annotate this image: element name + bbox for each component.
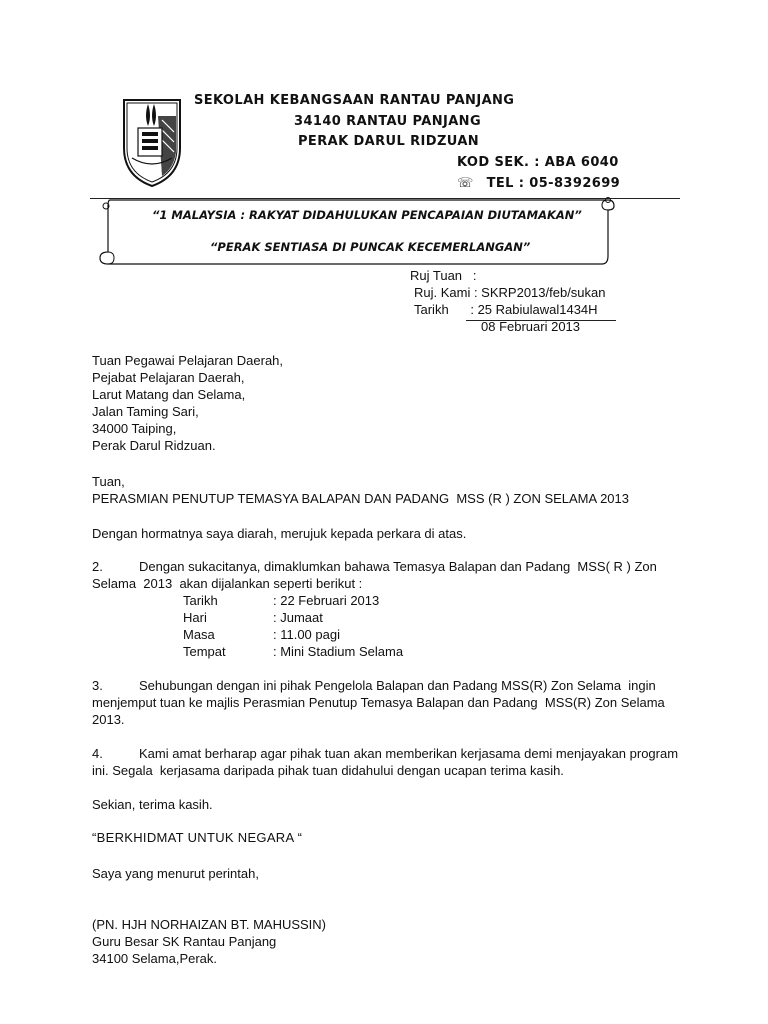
- letter-subject: PERASMIAN PENUTUP TEMASYA BALAPAN DAN PADANG MSS (R ) ZON SELAMA 2013: [92, 491, 629, 506]
- detail-label: Tempat: [183, 644, 226, 659]
- banner-motto-2: “PERAK SENTIASA DI PUNCAK KECEMERLANGAN”: [210, 240, 531, 254]
- para4-number: 4.: [92, 746, 103, 761]
- detail-value: : 22 Februari 2013: [273, 593, 380, 608]
- recipient-line: Tuan Pegawai Pelajaran Daerah,: [92, 353, 284, 368]
- recipient-line: Jalan Taming Sari,: [92, 404, 199, 419]
- detail-label: Hari: [183, 610, 207, 625]
- signatory-title: Guru Besar SK Rantau Panjang: [92, 934, 277, 949]
- sign-off: Saya yang menurut perintah,: [92, 866, 259, 881]
- signatory-name: (PN. HJH NORHAIZAN BT. MAHUSSIN): [92, 917, 327, 932]
- para3-line2: menjemput tuan ke majlis Perasmian Penutup Temasya Balapan dan Padang MSS(R) Zon Selama: [92, 695, 665, 710]
- para2-line1: Dengan sukacitanya, dimaklumkan bahawa Temasya Balapan dan Padang MSS( R ) Zon: [139, 559, 657, 574]
- detail-label: Tarikh: [183, 593, 218, 608]
- school-code: KOD SEK. : ABA 6040: [457, 155, 619, 170]
- ref-ruj-kami: Ruj. Kami : SKRP2013/feb/sukan: [414, 285, 606, 300]
- para4-line1: Kami amat berharap agar pihak tuan akan memberikan kerjasama demi menjayakan program: [139, 746, 679, 761]
- school-phone: [457, 176, 620, 191]
- motto-scroll-banner: [96, 194, 616, 272]
- para3-number: 3.: [92, 678, 103, 693]
- recipient-line: Pejabat Pelajaran Daerah,: [92, 370, 245, 385]
- detail-value: : 11.00 pagi: [273, 627, 340, 642]
- ref-tarikh-masihi: 08 Februari 2013: [481, 319, 581, 334]
- para4-line2: ini. Segala kerjasama daripada pihak tuan didahului dengan ucapan terima kasih.: [92, 763, 564, 778]
- school-state: PERAK DARUL RIDZUAN: [298, 134, 480, 149]
- detail-value: : Mini Stadium Selama: [273, 644, 404, 659]
- para3-line3: 2013.: [92, 712, 125, 727]
- para3-line1: Sehubungan dengan ini pihak Pengelola Balapan dan Padang MSS(R) Zon Selama ingin: [139, 678, 656, 693]
- ref-ruj-tuan: Ruj Tuan :: [410, 268, 477, 283]
- banner-motto-1: “1 MALAYSIA : RAKYAT DIDAHULUKAN PENCAPAIAN DIUTAMAKAN”: [152, 208, 582, 222]
- telephone-icon: ☏: [457, 176, 474, 191]
- detail-value: : Jumaat: [273, 610, 323, 625]
- signatory-address: 34100 Selama,Perak.: [92, 951, 218, 966]
- school-phone-number: TEL : 05-8392699: [486, 176, 621, 191]
- school-name: SEKOLAH KEBANGSAAN RANTAU PANJANG: [194, 93, 515, 108]
- para2-number: 2.: [92, 559, 103, 574]
- school-crest-logo: [118, 96, 186, 188]
- salutation: Tuan,: [92, 474, 125, 489]
- para2-line2: Selama 2013 akan dijalankan seperti berikut :: [92, 576, 363, 591]
- detail-label: Masa: [183, 627, 215, 642]
- recipient-line: Perak Darul Ridzuan.: [92, 438, 216, 453]
- closing-line: Sekian, terima kasih.: [92, 797, 213, 812]
- recipient-line: Larut Matang dan Selama,: [92, 387, 246, 402]
- opening-line: Dengan hormatnya saya diarah, merujuk kepada perkara di atas.: [92, 526, 467, 541]
- ref-tarikh-hijrah: Tarikh : 25 Rabiulawal1434H: [414, 302, 598, 317]
- slogan: “BERKHIDMAT UNTUK NEGARA “: [92, 830, 303, 845]
- recipient-line: 34000 Taiping,: [92, 421, 177, 436]
- school-postcode-town: 34140 RANTAU PANJANG: [294, 114, 482, 129]
